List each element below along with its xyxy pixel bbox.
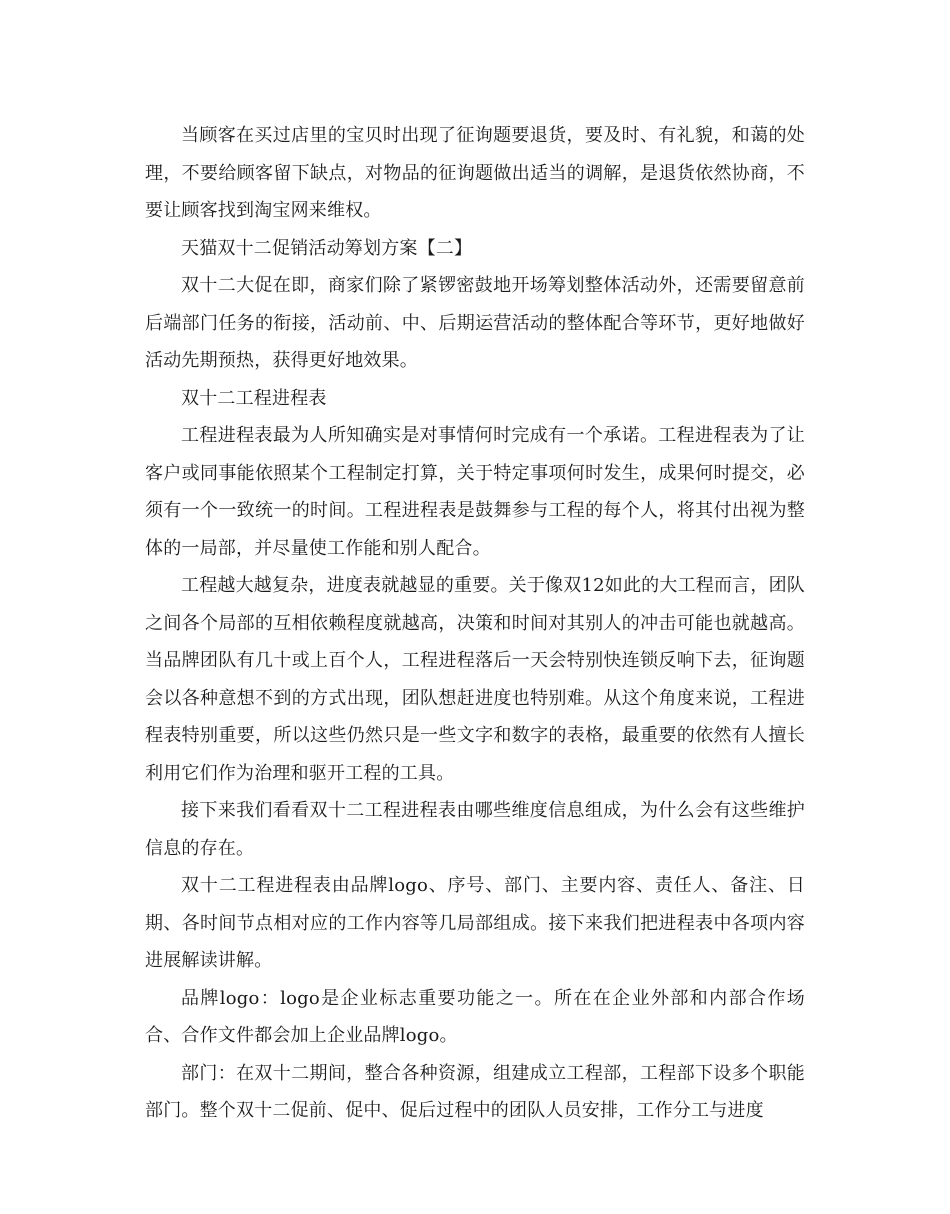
section-heading-schedule: 双十二工程进程表: [181, 387, 327, 409]
paragraph-department: 部门：在双十二期间，整合各种资源，组建成立工程部，工程部下设多个职能部门。整个双十二促前、促中、促后过程中的团队人员安排，工作分工与进度: [145, 1062, 805, 1121]
paragraph-brand-logo: 品牌logo：logo是企业标志重要功能之一。所在在企业外部和内部合作场合、合作文件都会加上企业品牌logo。: [145, 987, 805, 1046]
paragraph-schedule-purpose: 工程进程表最为人所知确实是对事情何时完成有一个承诺。工程进程表为了让客户或同事能依照某个工程制定打算，关于特定事项何时发生，成果何时提交，必须有一个一致统一的时间。工程进程表是鼓舞参与工程的每个人，将其付出视为整体的一局部，并尽量使工作能和别人配合。: [145, 425, 805, 559]
paragraph-schedule-importance: 工程越大越复杂，进度表就越显的重要。关于像双12如此的大工程而言，团队之间各个局部的互相依赖程度就越高，决策和时间对其别人的冲击可能也就越高。当品牌团队有几十或上百个人，工程进程落后一天会特别快连锁反响下去，征询题会以各种意想不到的方式出现，团队想赶进度也特别难。从这个角度来说，工程进程表特别重要，所以这些仍然只是一些文字和数字的表格，最重要的依然有人擅长利用它们作为治理和驱开工程的工具。: [145, 575, 805, 784]
paragraph-intro: 双十二大促在即，商家们除了紧锣密鼓地开场筹划整体活动外，还需要留意前后端部门任务的衔接，活动前、中、后期运营活动的整体配合等环节，更好地做好活动先期预热，获得更好地效果。: [145, 275, 805, 371]
document-body: [145, 117, 805, 1130]
paragraph-return-policy: 当顾客在买过店里的宝贝时出现了征询题要退货，要及时、有礼貌，和蔼的处理，不要给顾客留下缺点，对物品的征询题做出适当的调解，是退货依然协商，不要让顾客找到淘宝网来维权。: [145, 125, 805, 221]
section-heading-plan-two: 天猫双十二促销活动筹划方案【二】: [181, 237, 473, 259]
paragraph-schedule-parts: 双十二工程进程表由品牌logo、序号、部门、主要内容、责任人、备注、日期、各时间节点相对应的工作内容等几局部组成。接下来我们把进程表中各项内容进展解读讲解。: [145, 875, 805, 971]
paragraph-schedule-dimensions: 接下来我们看看双十二工程进程表由哪些维度信息组成，为什么会有这些维护信息的存在。: [145, 800, 805, 859]
